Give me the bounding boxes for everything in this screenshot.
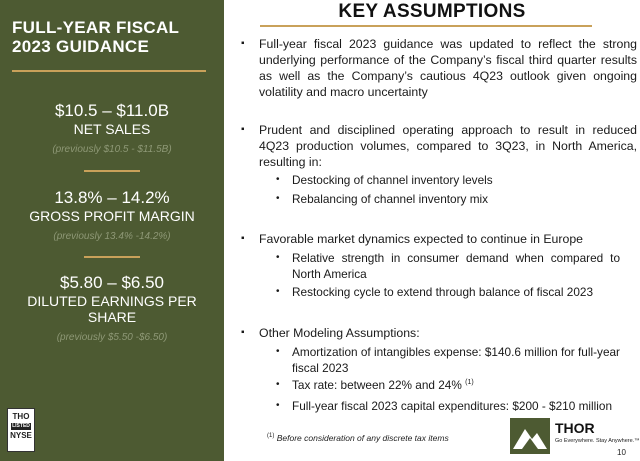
slide-title: KEY ASSUMPTIONS: [338, 1, 526, 22]
sub-bullet-text: [292, 377, 620, 393]
footnote-text: Before consideration of any discrete tax items: [276, 433, 449, 443]
dot-bullet-icon: •: [276, 400, 280, 411]
metric-value: $5.80 – $6.50: [60, 273, 164, 292]
footnote-ref: (1): [465, 379, 474, 387]
gross-margin-metric: [12, 188, 212, 244]
bullet-text: Full-year fiscal 2023 guidance was updated to reflect the strong underlying performance of the Company’s fiscal third quarter results as well as the Company’s cautious 4Q23 outlook given ongoing volatility and macro uncertainty: [259, 37, 637, 99]
square-bullet-icon: ▪: [241, 327, 245, 338]
square-bullet-icon: ▪: [241, 38, 245, 49]
sub-bullet-text: Restocking cycle to extend through balance of fiscal 2023: [292, 285, 594, 299]
metric-value: 13.8% – 14.2%: [54, 188, 170, 207]
nyse-listed-logo: [7, 408, 35, 452]
sub-bullet-text: Amortization of intangibles expense: $140.6 million for full-year fiscal 2023: [292, 345, 620, 375]
nyse-exchange: NYSE: [10, 431, 32, 440]
square-bullet-icon: ▪: [241, 124, 245, 135]
dot-bullet-icon: •: [276, 346, 280, 357]
metric-divider: [84, 256, 140, 258]
page-number: 10: [617, 448, 626, 457]
guidance-panel: [0, 0, 224, 461]
panel-title-line2: 2023 GUIDANCE: [12, 37, 150, 56]
panel-title-divider: [12, 70, 206, 72]
sub-bullet-text: Destocking of channel inventory levels: [292, 173, 493, 187]
brand-name: THOR: [555, 420, 595, 436]
sub-bullet-text: Relative strength in consumer demand when compared to North America: [292, 251, 620, 281]
tax-rate-text: Tax rate: between 22% and 24%: [292, 378, 462, 392]
panel-title-line1: FULL-YEAR FISCAL: [12, 18, 180, 37]
sub-bullet-text: Rebalancing of channel inventory mix: [292, 192, 489, 206]
nyse-listed-text: LISTED: [12, 423, 30, 429]
metric-previous: (previously 13.4% -14.2%): [53, 231, 171, 242]
dot-bullet-icon: •: [276, 379, 280, 390]
metric-divider: [84, 170, 140, 172]
bullet-text: Favorable market dynamics expected to continue in Europe: [259, 232, 583, 246]
metric-previous: (previously $5.50 -$6.50): [56, 332, 168, 343]
footnote: [267, 433, 449, 443]
metric-previous: (previously $10.5 - $11.5B): [52, 144, 172, 155]
metric-label: GROSS PROFIT MARGIN: [29, 208, 195, 224]
panel-title: [12, 18, 212, 56]
dot-bullet-icon: •: [276, 193, 280, 204]
dot-bullet-icon: •: [276, 286, 280, 297]
title-underline: [260, 25, 592, 27]
bullet-text: Prudent and disciplined operating approach to result in reduced 4Q23 production volumes, compared to 3Q23, in North America, resulting in:: [259, 123, 637, 169]
thor-mountain-logo-icon: [510, 418, 550, 454]
metric-label: DILUTED EARNINGS PER SHARE: [27, 293, 197, 325]
dot-bullet-icon: •: [276, 174, 280, 185]
square-bullet-icon: ▪: [241, 233, 245, 244]
footnote-mark: (1): [267, 433, 275, 440]
brand-tagline: Go Everywhere. Stay Anywhere.™: [555, 438, 640, 444]
nyse-ticker: THO: [12, 412, 30, 421]
bullet-text: Other Modeling Assumptions:: [259, 326, 420, 340]
metric-label: NET SALES: [73, 121, 151, 137]
metric-value: $10.5 – $11.0B: [54, 101, 170, 120]
net-sales-metric: [12, 101, 212, 157]
sub-bullet-text: Full-year fiscal 2023 capital expenditures: $200 - $210 million: [292, 399, 613, 413]
dot-bullet-icon: •: [276, 252, 280, 263]
eps-metric: [12, 273, 212, 345]
